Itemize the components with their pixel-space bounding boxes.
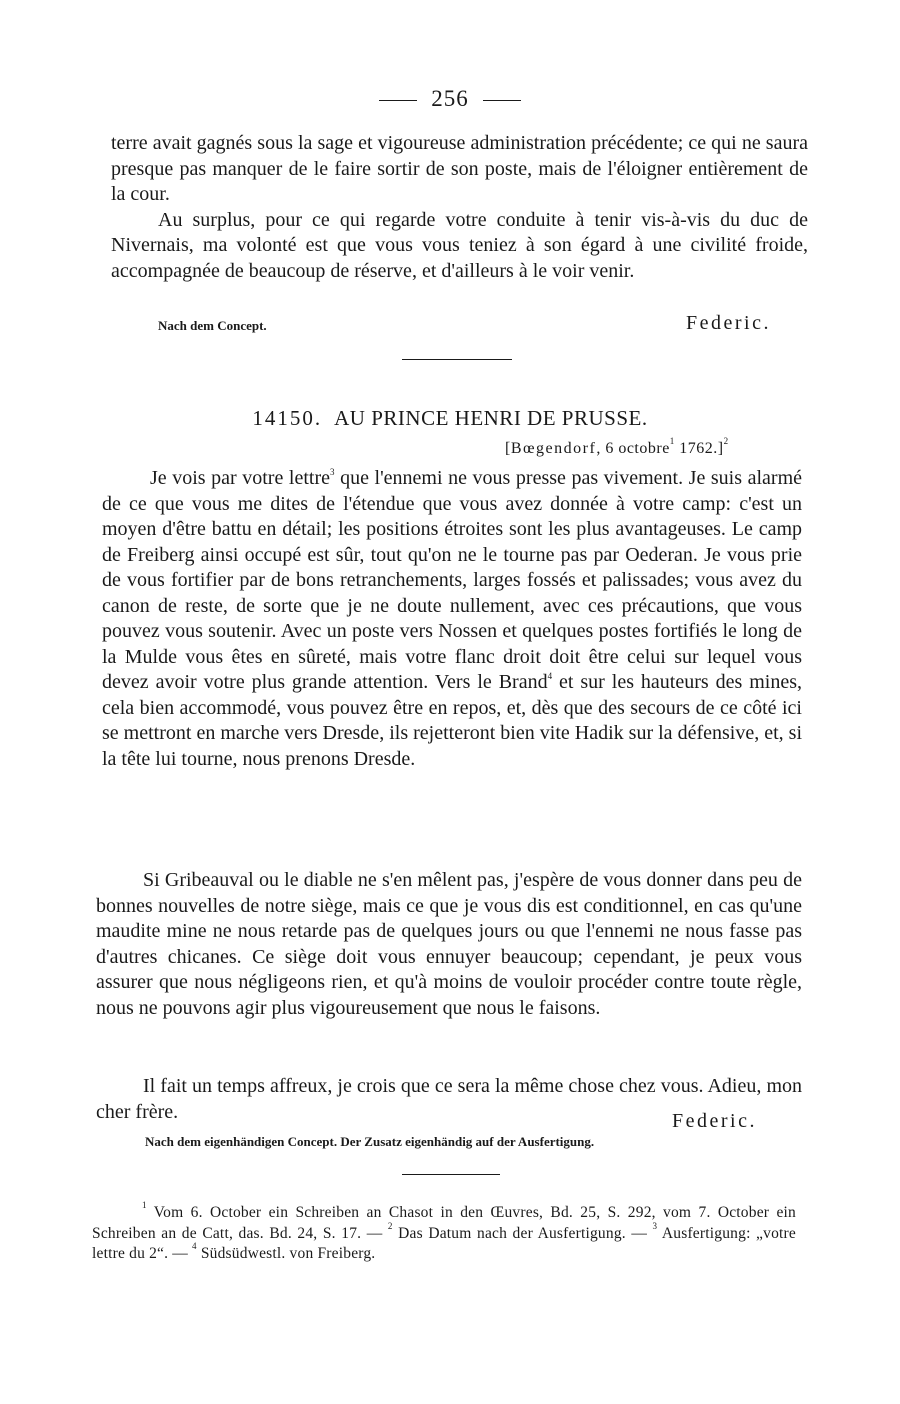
header-dash-right	[483, 100, 521, 101]
section-divider	[402, 359, 512, 360]
page-number: 256	[431, 86, 469, 111]
footnote-marker-2: 2	[387, 1220, 393, 1231]
letter-dateline	[505, 436, 729, 458]
footnote-4: Südsüdwestl. von Freiberg.	[196, 1245, 376, 1262]
previous-letter-paragraph: Au surplus, pour ce qui regarde votre conduite à tenir vis-à-vis du duc de Nivernais, ma volonté est que vous vous teniez à son égard à une civilité froide, accompagnée de beaucoup de réserve, et d'ailleurs à le voir venir.	[111, 208, 808, 282]
footnote-ref-2: 2	[723, 436, 729, 446]
footnote-marker-4: 4	[192, 1241, 197, 1251]
footnote-marker-1: 1	[142, 1200, 147, 1210]
letter-source: Nach dem eigenhändigen Concept. Der Zusatz eigenhändig auf der Ausfertigung.	[145, 1134, 595, 1149]
paragraph-1-start: Je vois par votre lettre	[150, 467, 330, 489]
previous-letter-source: Nach dem Concept.	[158, 318, 267, 333]
page-header	[0, 86, 900, 112]
letter-paragraph-2	[96, 868, 802, 1021]
paragraph-3-text: Il fait un temps affreux, je crois que ce sera la même chose chez vous. Adieu, mon cher frère.	[96, 1075, 802, 1123]
footnote-divider	[402, 1174, 500, 1175]
dateline-bracket: [	[505, 440, 511, 457]
dateline-place: Bœgendorf	[510, 440, 597, 457]
letter-title: AU PRINCE HENRI DE PRUSSE.	[334, 406, 648, 430]
letter-number: 14150.	[252, 406, 323, 430]
footnote-1: Vom 6. October ein Schreiben an Chasot in den Œuvres, Bd. 25, S. 292, vom 7. October ein Schreiben an de Catt, das. Bd. 24, S. 17. —	[92, 1204, 796, 1242]
footnote-ref-4: 4	[547, 671, 553, 681]
header-dash-left	[379, 100, 417, 101]
footnote-3: Ausfertigung: „votre lettre du 2“. —	[92, 1224, 796, 1262]
footnote-ref-3: 3	[330, 467, 335, 477]
letter-signature: Federic.	[672, 1110, 757, 1132]
letter-paragraph-1	[102, 466, 802, 772]
footnotes	[92, 1200, 796, 1265]
previous-letter-text: terre avait gagnés sous la sage et vigoureuse administration précédente; ce qui ne saura presque pas manquer de le faire sortir de son poste, mais de l'éloigner entièrement de la cour.	[111, 132, 808, 205]
paragraph-1-middle: que l'ennemi ne vous presse pas vivement. Je suis alarmé de ce que vous me dites de l'étendue que vous avez donnée à votre camp: c'est un moyen d'être battu en détail; les positions étroites sont les plus avantageuses. Le camp de Freiberg ainsi occupé est sûr, tout qu'on ne le tourne pas par Oederan. Je vous prie de vous fortifier par de bons retranchements, larges fossés et palissades; vous avez du canon de reste, de sorte que je ne doute nullement, avec ces précautions, que vous pouvez vous soutenir. Avec un poste vers Nossen et quelques postes fortifiés le long de la Mulde vous êtes en sûreté, mais votre flanc droit doit être celui sur lequel vous devez avoir votre plus grande attention. Vers le Brand	[102, 467, 802, 693]
dateline-date: , 6 octobre	[596, 440, 670, 457]
previous-letter-signature: Federic.	[686, 312, 771, 334]
letter-heading	[0, 406, 900, 431]
footnote-marker-3: 3	[652, 1220, 658, 1231]
footnote-2: Das Datum nach der Ausfertigung. —	[392, 1224, 653, 1242]
paragraph-1-end: et sur les hauteurs des mines, cela bien accommodé, vous pouvez être en repos, et, dès que des secours de ce côté ici se mettront en marche vers Dresde, ils rejetteront bien vite Hadik sur la défensive, et, si la tête lui tourne, nous prenons Dresde.	[102, 671, 802, 770]
footnote-ref-1: 1	[669, 436, 675, 446]
previous-letter-ending	[111, 131, 808, 284]
paragraph-2-text: Si Gribeauval ou le diable ne s'en mêlent pas, j'espère de vous donner dans peu de bonnes nouvelles de notre siège, mais ce que je vous dis est conditionnel, en cas qu'une maudite mine ne nous retarde pas de quelques jours ou que l'ennemi ne nous fasse pas d'autres chicanes. Ce siège doit vous ennuyer beaucoup; cependant, je peux vous assurer que nous négligeons rien, et qu'à moins de vouloir procéder contre toute règle, nous ne pouvons agir plus vigoureusement que nous le faisons.	[96, 869, 802, 1019]
dateline-year: 1762.]	[674, 440, 724, 457]
